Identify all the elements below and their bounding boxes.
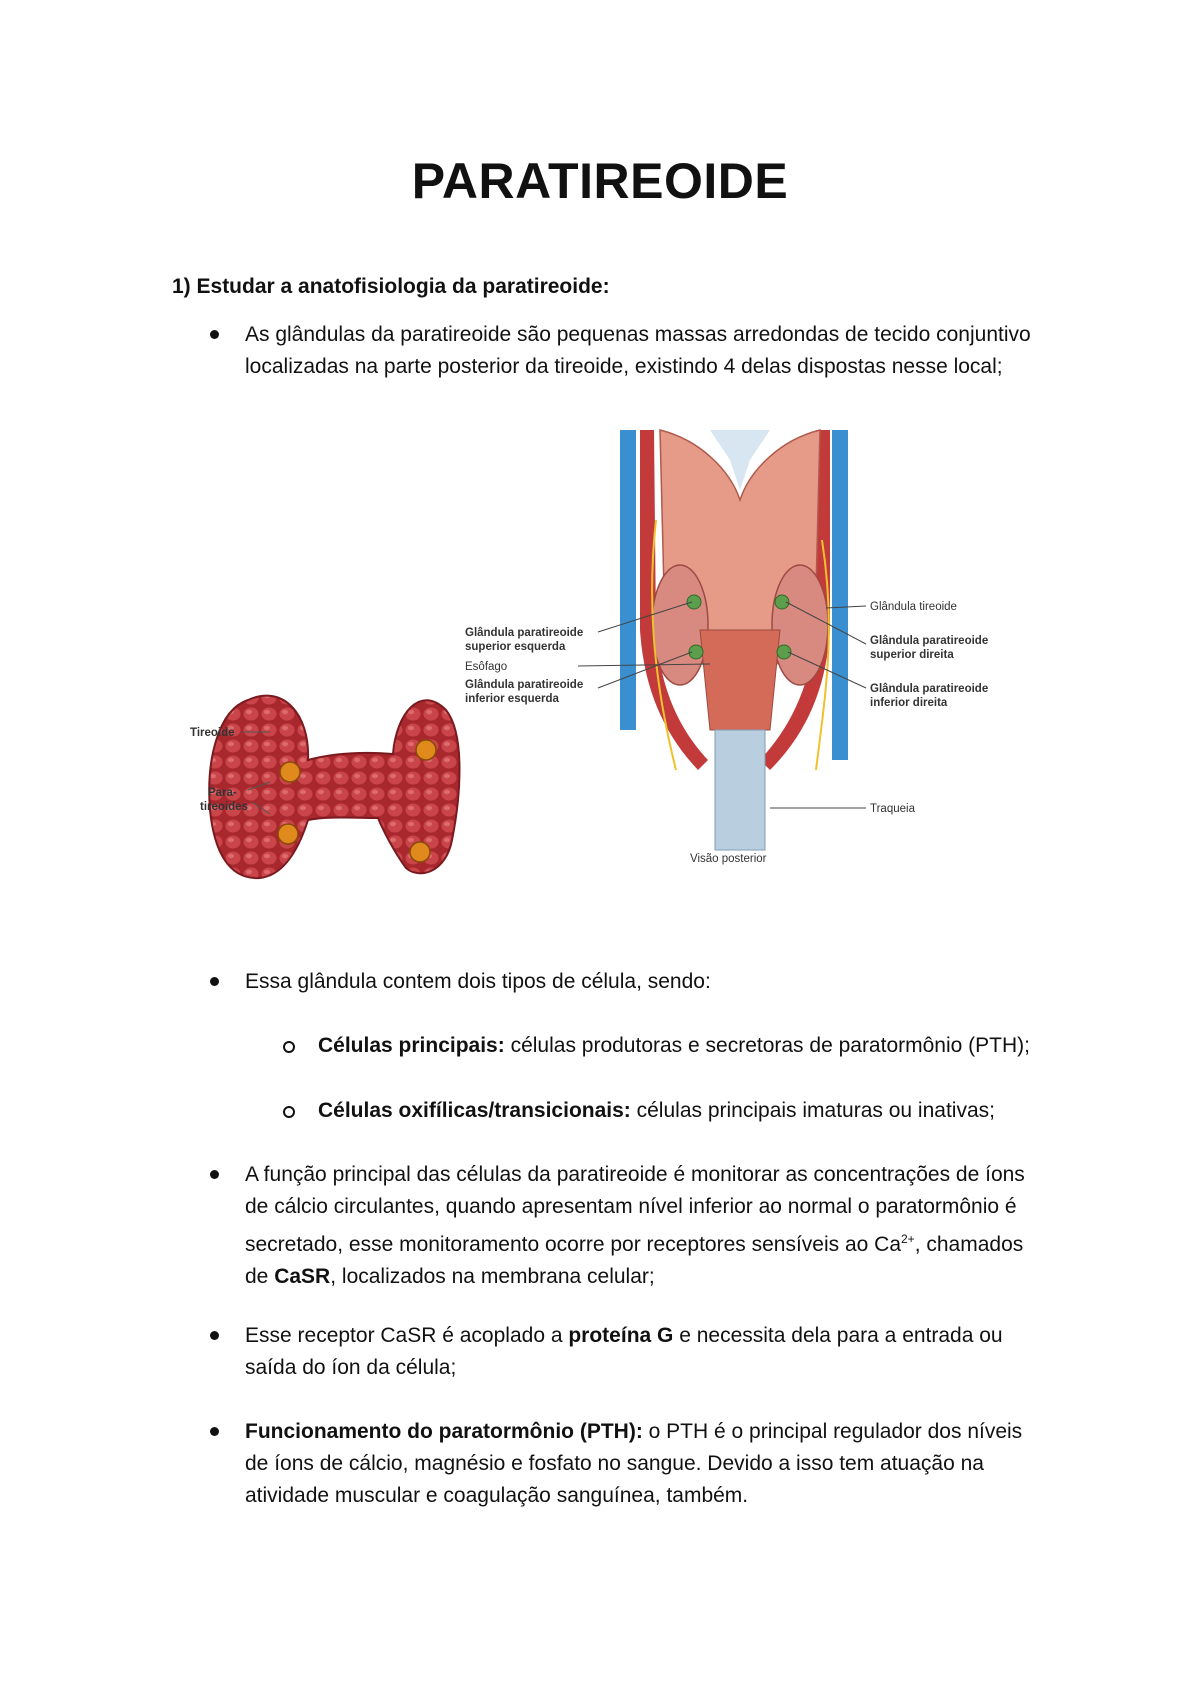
bullet-3-text-a: A função principal das células da paratireoide é monitorar as concentrações de íons de cálcio circulantes, quando apresentam nível inferior ao normal o paratormônio é secretado, esse monitoramento ocorre por receptores sensíveis ao Ca [245,1163,1025,1256]
sub-bullet-1-text: células produtoras e secretoras de paratormônio (PTH); [504,1034,1030,1057]
bullet-4-text-a: Esse receptor CaSR é acoplado a [245,1324,569,1347]
bullet-paragraph-2: Essa glândula contem dois tipos de célula, sendo: [245,970,711,993]
label-sup-direita-2: superior direita [870,649,954,661]
parathyroid-gland [278,824,298,844]
label-inf-esquerda-1: Glândula paratireoide [465,679,584,691]
bullet-3-term: CaSR [274,1265,331,1288]
parathyroid-gland [416,740,436,760]
parathyroid-gland [410,842,430,862]
sub-bullet-ring [283,1041,295,1053]
sub-bullet-2 [318,1095,1048,1127]
label-inf-direita-1: Glândula paratireoide [870,683,989,695]
bullet-4-text-b: e necessita dela para a entrada ou saída do íon da célula; [245,1324,1003,1379]
bullet-5-term: Funcionamento do paratormônio (PTH): [245,1420,643,1443]
sub-bullet-1 [318,1030,1048,1062]
bullet-dot [210,1427,219,1436]
section-heading: 1) Estudar a anatofisiologia da paratireoide: [172,275,610,298]
sub-bullet-2-term: Células oxifílicas/transicionais: [318,1099,631,1122]
bullet-paragraph-5 [245,1416,1045,1512]
bullet-paragraph-4 [245,1320,1045,1384]
bullet-5-text: o PTH é o principal regulador dos níveis de íons de cálcio, magnésio e fosfato no sangue. Devido a isso tem atuação na atividade muscular e coagulação sanguínea, também. [245,1420,1023,1507]
bullet-4-term: proteína G [568,1324,674,1347]
bullet-3-text-b: , chamados de [245,1233,1024,1288]
label-traqueia: Traqueia [870,803,915,815]
bullet-paragraph-1: As glândulas da paratireoide são pequenas massas arredondas de tecido conjuntivo localizadas na parte posterior da tireoide, existindo 4 delas dispostas nesse local; [245,323,1031,378]
label-esofago: Esôfago [465,661,508,673]
bullet-dot [210,1331,219,1340]
sub-bullet-2-text: células principais imaturas ou inativas; [630,1099,995,1122]
label-glandula-tireoide: Glândula tireoide [870,601,957,613]
label-sup-esquerda-1: Glândula paratireoide [465,627,584,639]
label-sup-esquerda-2: superior esquerda [465,641,566,653]
label-sup-direita-1: Glândula paratireoide [870,635,989,647]
sub-bullet-1-term: Células principais: [318,1034,505,1057]
posterior-view-labels [465,430,1030,870]
page-title: PARATIREOIDE [411,153,789,209]
small-figure-labels [160,710,270,820]
label-tireoide: Tireoide [190,727,235,739]
parathyroid-gland [280,762,300,782]
bullet-3-superscript: 2+ [901,1232,915,1246]
bullet-dot [210,977,219,986]
bullet-dot [210,1170,219,1179]
bullet-dot [210,330,219,339]
bullet-3-text-c: , localizados na membrana celular; [330,1265,655,1288]
label-inf-direita-2: inferior direita [870,697,948,709]
label-para: Para- [208,787,237,799]
sub-bullet-ring [283,1106,295,1118]
label-tireoides: tireoides [200,801,248,813]
figure-caption: Visão posterior [690,853,767,865]
label-inf-esquerda-2: inferior esquerda [465,693,559,705]
bullet-paragraph-3 [245,1159,1045,1293]
